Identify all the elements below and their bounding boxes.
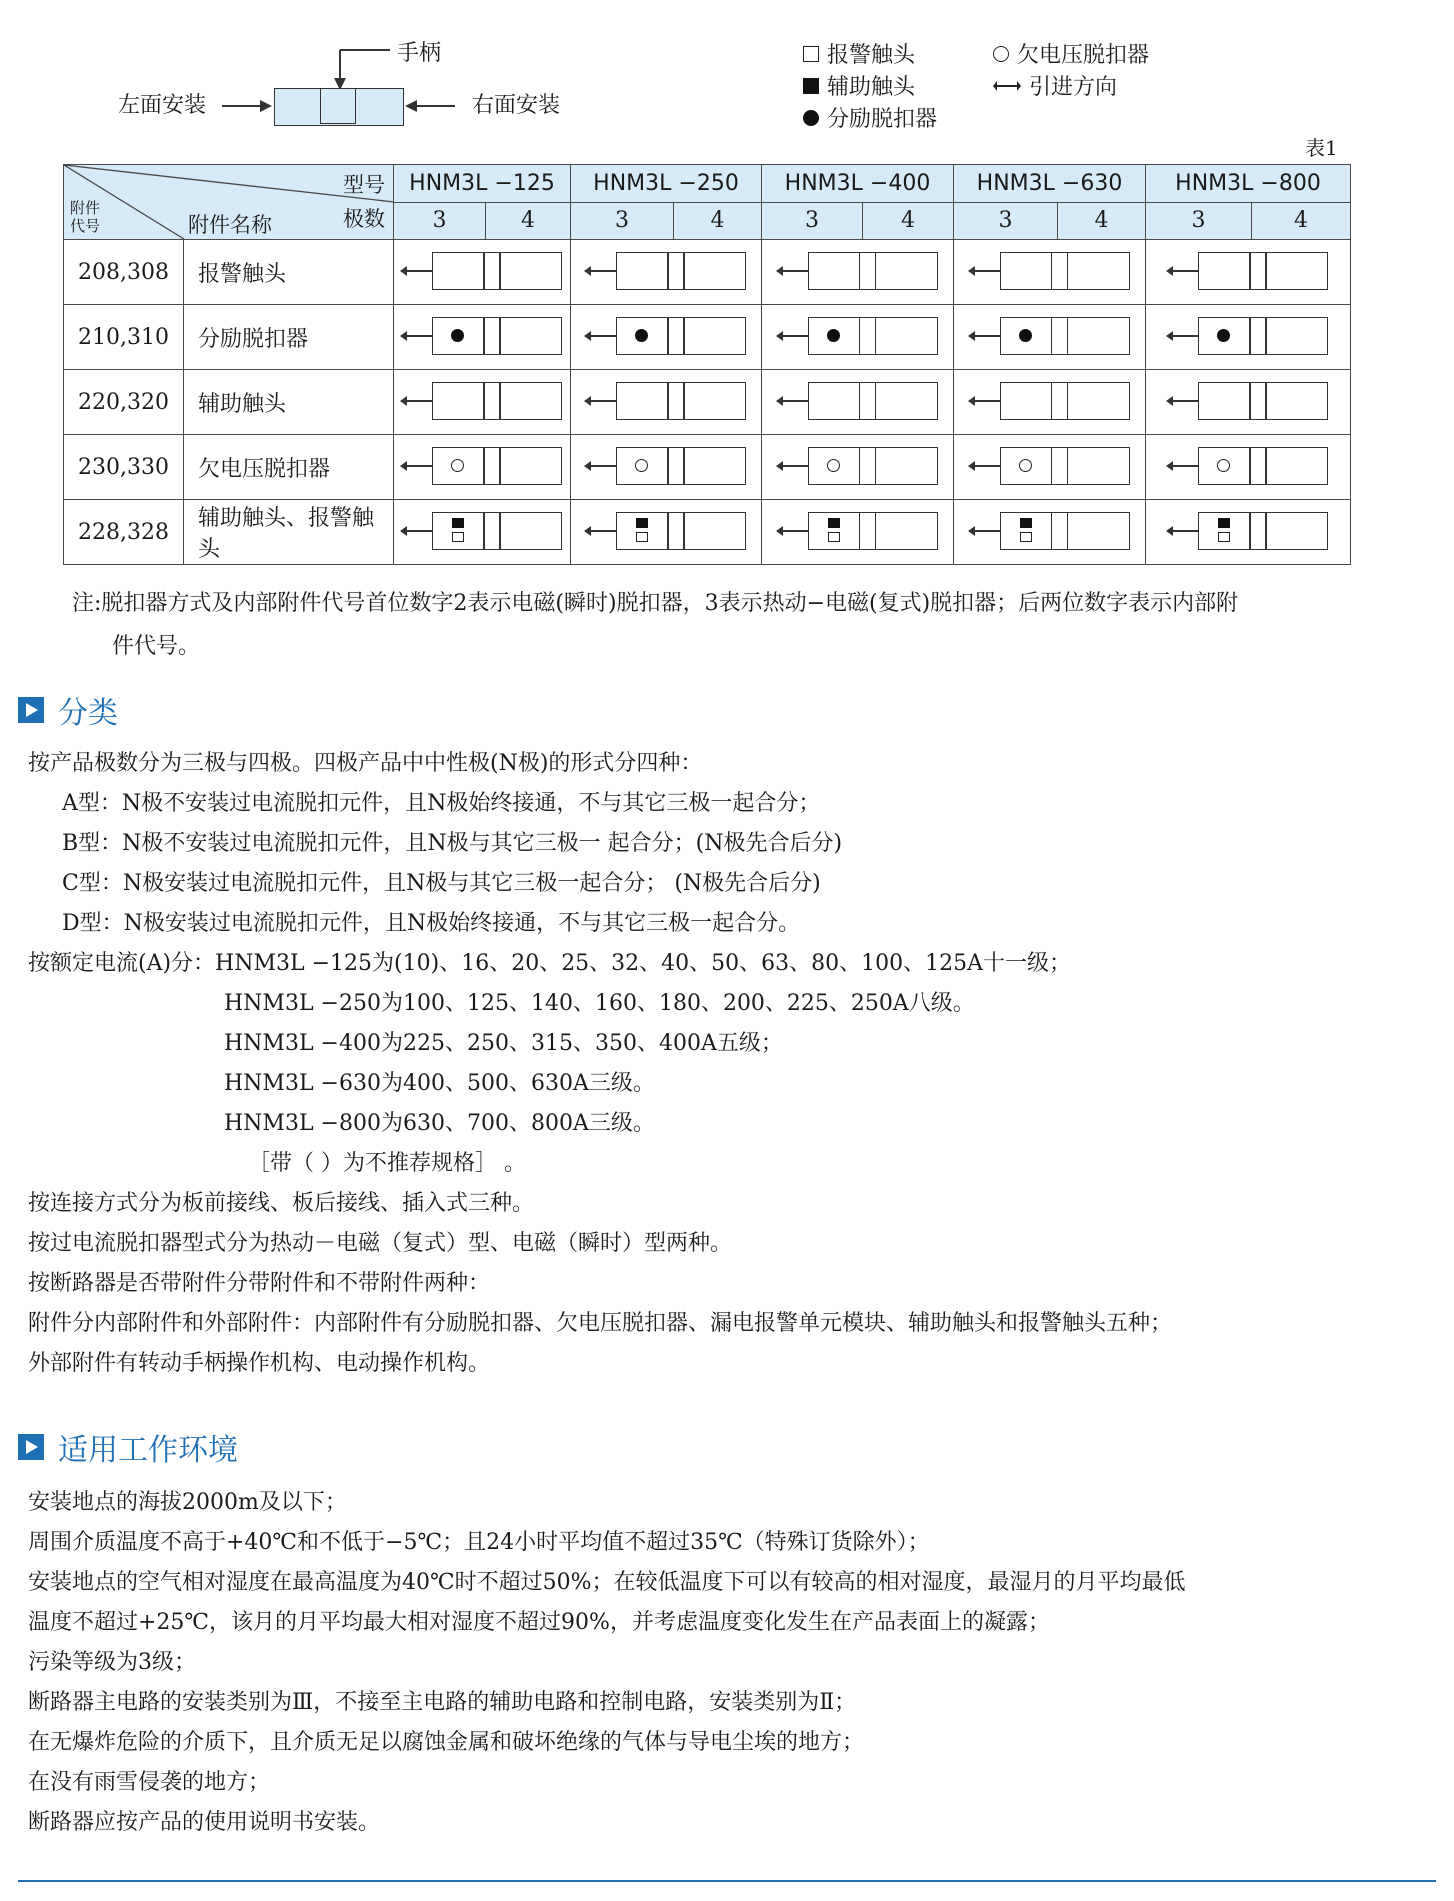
breaker-outline [432,382,562,420]
accessory-position-diagram [778,317,938,355]
accessory-diagram-cell [1146,435,1351,500]
model-header: HNM3L −630 [954,165,1146,203]
arrow-icon [402,530,432,532]
table-row [64,500,1351,565]
accessory-diagram-cell [1146,240,1351,305]
empty-square-icon [452,532,464,542]
breaker-outline [1198,512,1328,550]
breaker-outline [808,512,938,550]
accessory-code: 230,330 [64,435,184,500]
accessory-diagram-cell [954,500,1146,565]
filled-circle-icon [635,329,648,342]
filled-square-icon [636,518,648,528]
breaker-outline [808,317,938,355]
table-label: 表1 [1305,136,1338,160]
corner-pole-label: 极数 [343,207,385,231]
arrow-icon [1168,335,1198,337]
accessory-position-diagram [402,252,562,290]
classification-line: 按额定电流(A)分：HNM3L −125为(10)、16、20、25、32、40、50、63、80、100、125A十一级； [28,951,1072,976]
arrow-icon [586,335,616,337]
section-title: 适用工作环境 [58,1433,238,1468]
section-classification-heading [18,688,118,732]
table-row [64,240,1351,305]
environment-line: 在无爆炸危险的介质下，且介质无足以腐蚀金属和破坏绝缘的气体与导电尘埃的地方； [28,1730,865,1755]
accessory-position-diagram [1168,252,1328,290]
accessory-position-diagram [1168,382,1328,420]
legend-auxiliary-contact [803,70,915,101]
accessory-code: 220,320 [64,370,184,435]
legend-label: 欠电压脱扣器 [1017,43,1150,68]
accessory-diagram-cell [1146,370,1351,435]
accessory-position-diagram [402,447,562,485]
arrow-icon [970,465,1000,467]
table-note [72,582,1362,668]
filled-circle-icon [827,329,840,342]
accessory-position-diagram [402,382,562,420]
environment-line: 断路器主电路的安装类别为Ⅲ，不接至主电路的辅助电路和控制电路，安装类别为Ⅱ； [28,1690,857,1715]
note-line: 件代号。 [112,634,201,659]
accessory-diagram-cell [571,435,762,500]
accessory-diagram-cell [571,370,762,435]
pole-header: 4 [486,202,571,240]
accessory-position-diagram [970,512,1130,550]
table-body [64,240,1351,565]
breaker-outline [1198,252,1328,290]
accessory-position-diagram [402,512,562,550]
arrow-icon [993,78,1021,94]
accessory-diagram-cell [954,435,1146,500]
breaker-outline [1000,512,1130,550]
breaker-outline [1198,447,1328,485]
arrow-icon [970,335,1000,337]
table-row [64,305,1351,370]
environment-line: 安装地点的空气相对湿度在最高温度为40℃时不超过50%；在较低温度下可以有较高的相对湿度，最湿月的月平均最低 [28,1570,1186,1595]
accessory-diagram-cell [394,435,571,500]
empty-circle-icon [635,459,648,472]
accessory-code: 208,308 [64,240,184,305]
corner-code-label: 附件代号 [70,199,101,235]
breaker-outline [432,447,562,485]
accessory-diagram-cell [954,240,1146,305]
breaker-outline [616,382,746,420]
classification-line: D型：N极安装过电流脱扣元件，且N极始终接通，不与其它三极一起合分。 [62,911,801,936]
breaker-outline [1198,382,1328,420]
accessory-diagram-cell [762,370,954,435]
classification-line: HNM3L −400为225、250、315、350、400A五级； [224,1031,783,1056]
accessory-diagram-cell [394,500,571,565]
left-mount-label: 左面安装 [118,93,207,118]
accessory-position-diagram [586,512,746,550]
accessory-position-diagram [970,317,1130,355]
breaker-outline [432,317,562,355]
breaker-outline [616,447,746,485]
empty-circle-icon [451,459,464,472]
accessory-position-diagram [970,447,1130,485]
environment-line: 安装地点的海拔2000m及以下； [28,1490,347,1515]
arrow-icon [402,335,432,337]
arrow-icon [970,530,1000,532]
accessory-name: 分励脱扣器 [184,305,394,370]
classification-line: 按产品极数分为三极与四极。四极产品中中性极(N极)的形式分四种： [28,751,703,776]
breaker-outline [1000,252,1130,290]
accessory-table [63,164,1351,565]
empty-circle-icon [1019,459,1032,472]
classification-line: 按过电流脱扣器型式分为热动－电磁（复式）型、电磁（瞬时）型两种。 [28,1231,733,1256]
arrow-icon [402,465,432,467]
section-title: 分类 [58,696,118,731]
filled-circle-icon [451,329,464,342]
accessory-diagram-cell [1146,305,1351,370]
accessory-diagram-cell [394,370,571,435]
accessory-diagram-cell [954,305,1146,370]
empty-circle-icon [827,459,840,472]
empty-circle-icon [1217,459,1230,472]
classification-line: C型：N极安装过电流脱扣元件，且N极与其它三极一起合分； (N极先合后分) [62,871,821,896]
accessory-diagram-cell [571,240,762,305]
mounting-diagram [0,0,1454,140]
accessory-position-diagram [778,447,938,485]
filled-square-icon [803,78,819,94]
accessory-position-diagram [970,252,1130,290]
accessory-position-diagram [970,382,1130,420]
classification-line: HNM3L −250为100、125、140、160、180、200、225、250A八级。 [224,991,975,1016]
accessory-position-diagram [586,382,746,420]
breaker-outline [1198,317,1328,355]
accessory-position-diagram [1168,317,1328,355]
arrow-icon [586,465,616,467]
legend-label: 报警触头 [827,43,916,68]
filled-square-icon [1020,518,1032,528]
arrow-icon [778,465,808,467]
accessory-position-diagram [778,252,938,290]
accessory-diagram-cell [394,240,571,305]
pole-header: 3 [762,202,863,240]
pole-header: 4 [863,202,954,240]
classification-line: A型：N极不安装过电流脱扣元件，且N极始终接通，不与其它三极一起合分； [62,791,821,816]
filled-square-icon [828,518,840,528]
table-row [64,435,1351,500]
arrow-icon [1168,465,1198,467]
classification-line: 按连接方式分为板前接线、板后接线、插入式三种。 [28,1191,535,1216]
empty-square-icon [1020,532,1032,542]
arrow-icon [402,270,432,272]
legend-lead-in-direction [993,70,1117,101]
accessory-diagram-cell [762,435,954,500]
accessory-diagram-cell [762,240,954,305]
empty-square-icon [828,532,840,542]
pole-header: 3 [571,202,674,240]
pole-header: 4 [1252,202,1351,240]
classification-line: HNM3L −630为400、500、630A三级。 [224,1071,655,1096]
classification-line: 按断路器是否带附件分带附件和不带附件两种： [28,1271,491,1296]
model-header: HNM3L −400 [762,165,954,203]
breaker-outline [1000,447,1130,485]
accessory-position-diagram [1168,512,1328,550]
breaker-outline [1000,382,1130,420]
play-icon [18,697,44,723]
environment-line: 在没有雨雪侵袭的地方； [28,1770,271,1795]
filled-circle-icon [803,110,819,126]
filled-square-icon [452,518,464,528]
handle-label: 手柄 [397,41,442,66]
table-row [64,370,1351,435]
arrow-icon [970,270,1000,272]
right-mount-label: 右面安装 [472,93,561,118]
arrow-icon [778,530,808,532]
breaker-outline [808,447,938,485]
accessory-position-diagram [1168,447,1328,485]
breaker-outline [808,382,938,420]
corner-model-label: 型号 [343,173,385,197]
accessory-code: 210,310 [64,305,184,370]
environment-line: 温度不超过+25℃，该月的月平均最大相对湿度不超过90%，并考虑温度变化发生在产品表面上的凝露； [28,1610,1050,1635]
accessory-name: 辅助触头、报警触头 [184,500,394,565]
arrow-icon [778,270,808,272]
section-environment-heading [18,1425,238,1469]
accessory-diagram-cell [394,305,571,370]
play-icon [18,1434,44,1460]
arrow-icon [586,270,616,272]
arrow-icon [586,530,616,532]
accessory-diagram-cell [954,370,1146,435]
environment-line: 污染等级为3级； [28,1650,196,1675]
arrow-icon [1168,270,1198,272]
filled-circle-icon [1019,329,1032,342]
breaker-outline [432,512,562,550]
classification-line: HNM3L −800为630、700、800A三级。 [224,1111,655,1136]
environment-line: 断路器应按产品的使用说明书安装。 [28,1810,381,1835]
model-header: HNM3L −800 [1146,165,1351,203]
arrow-icon [586,400,616,402]
environment-line: 周围介质温度不高于+40℃和不低于−5℃；且24小时平均值不超过35℃（特殊订货除外）； [28,1530,930,1555]
empty-square-icon [636,532,648,542]
accessory-name: 辅助触头 [184,370,394,435]
model-header: HNM3L −125 [394,165,571,203]
breaker-outline [616,317,746,355]
empty-square-icon [1218,532,1230,542]
footer-rule [18,1880,1436,1882]
breaker-handle [320,88,356,124]
accessory-position-diagram [586,447,746,485]
filled-circle-icon [1217,329,1230,342]
breaker-outline [616,252,746,290]
arrow-icon [970,400,1000,402]
empty-square-icon [803,46,819,62]
pole-header: 3 [394,202,486,240]
accessory-name: 欠电压脱扣器 [184,435,394,500]
accessory-position-diagram [402,317,562,355]
arrow-icon [1168,400,1198,402]
accessory-diagram-cell [571,500,762,565]
corner-name-label: 附件名称 [188,213,272,237]
legend-undervoltage-release [993,38,1149,69]
accessory-name: 报警触头 [184,240,394,305]
breaker-outline [1000,317,1130,355]
note-line: 注:脱扣器方式及内部附件代号首位数字2表示电磁(瞬时)脱扣器，3表示热动−电磁(复式)脱扣器；后两位数字表示内部附 [72,591,1239,616]
table-corner-cell [64,165,394,240]
legend-label: 分励脱扣器 [827,107,938,132]
classification-line: 附件分内部附件和外部附件：内部附件有分励脱扣器、欠电压脱扣器、漏电报警单元模块、辅助触头和报警触头五种； [28,1311,1173,1336]
pole-header: 3 [1146,202,1252,240]
pole-header: 4 [1058,202,1146,240]
accessory-position-diagram [586,317,746,355]
breaker-outline [432,252,562,290]
legend-label: 引进方向 [1029,75,1118,100]
accessory-diagram-cell [1146,500,1351,565]
pole-header: 4 [674,202,762,240]
classification-line: ［带（ ）为不推荐规格］ 。 [248,1151,526,1176]
accessory-code: 228,328 [64,500,184,565]
legend-alarm-contact [803,38,915,69]
arrow-icon [778,400,808,402]
legend-label: 辅助触头 [827,75,916,100]
breaker-outline [808,252,938,290]
empty-circle-icon [993,46,1009,62]
filled-square-icon [1218,518,1230,528]
pole-header: 3 [954,202,1058,240]
breaker-outline [616,512,746,550]
legend-shunt-release [803,102,937,133]
accessory-diagram-cell [762,500,954,565]
accessory-position-diagram [778,382,938,420]
classification-line: 外部附件有转动手柄操作机构、电动操作机构。 [28,1351,491,1376]
arrow-icon [1168,530,1198,532]
classification-line: B型：N极不安装过电流脱扣元件，且N极与其它三极一 起合分；(N极先合后分) [62,831,843,856]
accessory-position-diagram [586,252,746,290]
model-header: HNM3L −250 [571,165,762,203]
accessory-position-diagram [778,512,938,550]
accessory-diagram-cell [571,305,762,370]
arrow-icon [402,400,432,402]
accessory-diagram-cell [762,305,954,370]
arrow-icon [778,335,808,337]
